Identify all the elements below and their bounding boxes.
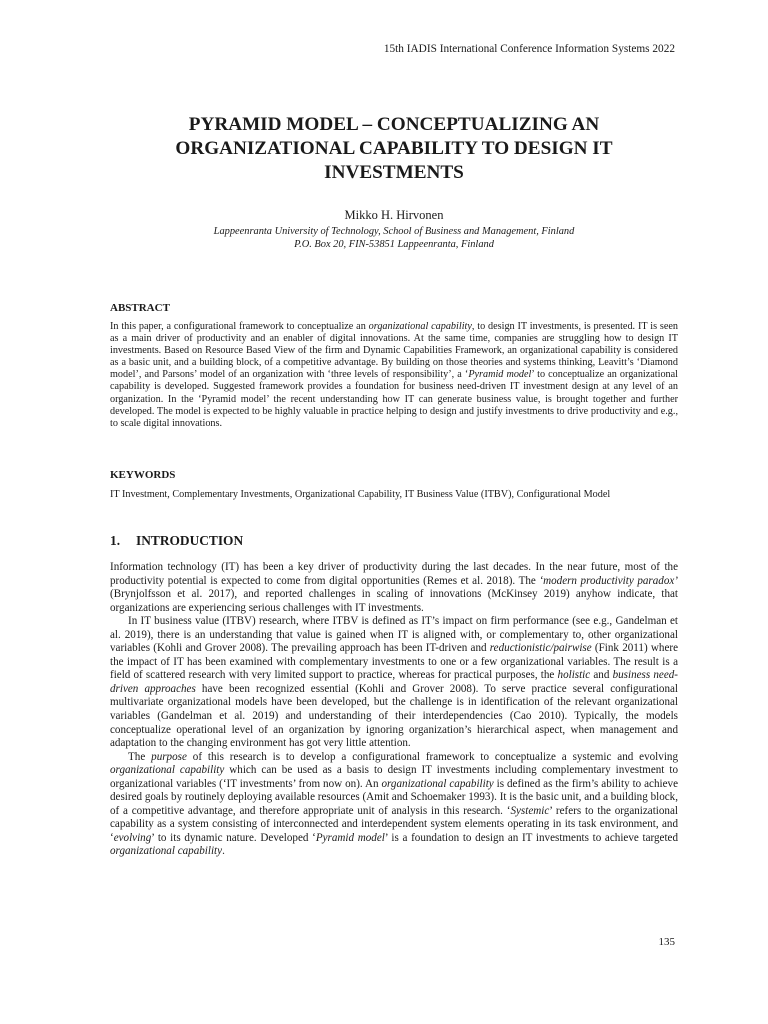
paragraph: The purpose of this research is to develop a configurational framework to conceptualize a systemic and evolving organizational capability which can be used as a basis to design IT investments including complementary investment to organizational variables (‘IT investments’ from now on). An organizational capability is defined as the firm’s ability to achieve desired goals by routinely deploying available resources (Amit and Schoemaker 1993). It is the basic unit, and a building block, of a competitive advantage, and therefore appropriate unit of analysis in this research. ‘Systemic’ refers to the organizational capability as a system consisting of interconnected and interdependent system elements operating in its task environment, and ‘evolving’ to its dynamic nature. Developed ‘Pyramid model’ is a foundation to design an IT investments to achieve targeted organizational capability.	[110, 750, 679, 858]
title-line: INVESTMENTS	[324, 162, 464, 183]
author-affiliation	[110, 225, 678, 251]
abstract-heading: ABSTRACT	[110, 302, 170, 314]
keywords-body: IT Investment, Complementary Investments, Organizational Capability, IT Business Value (ITBV), Configurational Model	[110, 489, 611, 500]
abstract-body: In this paper, a configurational framework to conceptualize an organizational capability, to design IT investments, is presented. IT is seen as a main driver of productivity and an enabler of digital innovations. At the same time, companies are struggling how to design IT investments. Based on Resource Based View of the firm and Dynamic Capabilities Framework, an organizational capability is considered as a basic unit, and a building block, of a competitive advantage. By building on those theories and systems thinking, Leavitt’s ‘Diamond model’, and Parsons’ model of an organization with ‘three levels of responsibility’, a ‘Pyramid model’ to conceptualize an organizational capability is developed. Suggested framework provides a foundation for business need-driven IT investment design at any level of an organization. In the ‘Pyramid model’ the recent understanding how IT can generate business value, is brought together and further developed. The model is expected to be highly valuable in practice helping to design and justify investments to drive productivity and e.g., to scale digital innovations.	[110, 321, 678, 429]
introduction-body	[110, 561, 678, 859]
paragraph: In IT business value (ITBV) research, where ITBV is defined as IT’s impact on firm performance (see e.g., Gandelman et al. 2019), there is an understanding that value is gained when IT is aligned with, or complementary to, other organizational variables (Kohli and Grover 2008). The prevailing approach has been IT-driven and reductionistic/pairwise (Fink 2011) where the impact of IT has been examined with complementary investments to one or a few organizational variables. The result is a field of scattered research with very limited support to practice, whereas for practical purposes, the holistic and business need-driven approaches have been recognized essential (Kohli and Grover 2008). To serve practice several configurational multivariate organizational models have been developed, but the challenge is in identification of the relevant organizational variables (Gandelman et al. 2019) and understanding of their interdependencies (Cao 2010). Typically, the models conceptualize operational level of an organization by ignoring organization’s hierarchical aspect, when management and adaptation to the changing environment has got very little attention.	[110, 615, 679, 750]
affiliation-line: P.O. Box 20, FIN-53851 Lappeenranta, Finland	[294, 239, 494, 250]
section-title: INTRODUCTION	[136, 533, 244, 548]
affiliation-line: Lappeenranta University of Technology, School of Business and Management, Finland	[213, 226, 575, 237]
section-number: 1.	[110, 533, 121, 548]
section-heading-introduction	[110, 533, 243, 549]
running-header: 15th IADIS International Conference Information Systems 2022	[383, 43, 675, 55]
author-name: Mikko H. Hirvonen	[344, 208, 444, 222]
keywords-heading: KEYWORDS	[110, 469, 176, 481]
title-line: ORGANIZATIONAL CAPABILITY TO DESIGN IT	[175, 138, 613, 159]
paper-title	[110, 113, 678, 185]
page-number: 135	[658, 936, 675, 948]
title-line: PYRAMID MODEL – CONCEPTUALIZING AN	[188, 114, 600, 135]
paragraph: Information technology (IT) has been a key driver of productivity during the last decades. In the near future, most of the productivity potential is expected to come from digital opportunities (Remes et al. 2018). The ‘modern productivity paradox’ (Brynjolfsson et al. 2017), and reported challenges in scaling of innovations (McKinsey 2019) anyhow indicate, that organizations are experiencing serious challenges with IT investments.	[110, 561, 678, 614]
